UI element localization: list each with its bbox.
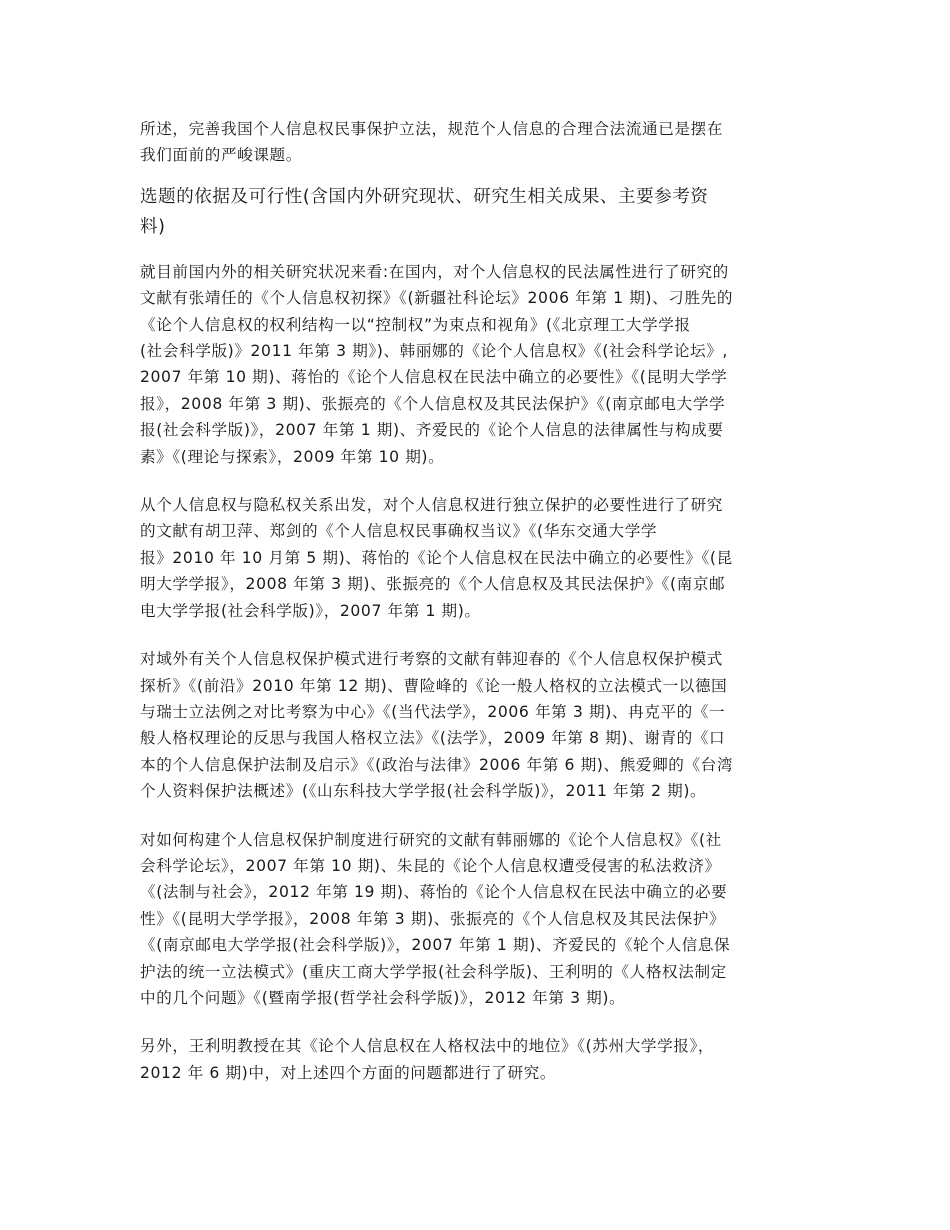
document-page — [140, 116, 815, 1086]
paragraph-foreign-models: 对域外有关个人信息权保护模式进行考察的文献有韩迎春的《个人信息权保护模式 探析》《(前沿》2010 年第 12 期)、曹险峰的《论一般人格权的立法模式一以德国 与瑞士立法例之对比考察为中心》《(当代法学》，2006 年第 3 期)、冉克平的《一 般人格权理论的反思与我国人格权立法》《(法学》，2009 年第 8 期)、谢青的《口 本的个人信息保护法制及启示》《(政治与法律》2006 年第 6 期)、熊爱卿的《台湾 个人资料保护法概述》(《山东科技大学学报(社会科学版)》，2011 年第 2 期)。 — [140, 650, 734, 801]
paragraph-privacy-relation: 从个人信息权与隐私权关系出发，对个人信息权进行独立保护的必要性进行了研究 的文献有胡卫萍、郑剑的《个人信息权民事确权当议》《(华东交通大学学 报》2010 年 10 月第 5 期)、蒋怡的《论个人信息权在民法中确立的必要性》《(昆 明大学学报》，2008 年第 3 期)、张振亮的《个人信息权及其民法保护》《(南京邮 电大学学报(社会科学版)》，2007 年第 1 期)。 — [140, 496, 733, 620]
paragraph-conclusion: 另外，王利明教授在其《论个人信息权在人格权法中的地位》《(苏州大学学报》， 2012 年 6 期)中，对上述四个方面的问题都进行了研究。 — [140, 1037, 715, 1082]
paragraph-domestic-research: 就目前国内外的相关研究状况来看:在国内，对个人信息权的民法属性进行了研究的 文献有张靖任的《个人信息权初探》《(新疆社科论坛》2006 年第 1 期)、刁胜先的 《论个人信息权的权利结构一以“控制权”为束点和视角》(《北京理工大学学报 (社会科学版)》2011 年第 3 期》)、韩丽娜的《论个人信息权》《(社会科学论坛》, 2007 年第 10 期)、蒋怡的《论个人信息权在民法中确立的必要性》《(昆明大学学 报》，2008 年第 3 期)、张振亮的《个人信息权及其民法保护》《(南京邮电大学学 报(社会科学版)》，2007 年第 1 期)、齐爱民的《论个人信息的法律属性与构成要 素》《(理论与探索》，2009 年第 10 期)。 — [140, 262, 734, 466]
paragraph-protection-system: 对如何构建个人信息权保护制度进行研究的文献有韩丽娜的《论个人信息权》《(社 会科学论坛》，2007 年第 10 期)、朱昆的《论个人信息权遭受侵害的私法救济》 《(法制与社会》，2012 年第 19 期)、蒋怡的《论个人信息权在民法中确立的必要 性》《(昆明大学学报》，2008 年第 3 期)、张振亮的《个人信息权及其民法保护》 《(南京邮电大学学报(社会科学版)》，2007 年第 1 期)、齐爱民的《轮个人信息保 护法的统一立法模式》(重庆工商大学学报(社会科学版)、王利明的《人格权法制定 中的几个问题》《(暨南学报(哲学社会科学版)》，2012 年第 3 期)。 — [140, 830, 731, 1007]
section-heading: 选题的依据及可行性(含国内外研究现状、研究生相关成果、主要参考资 料) — [140, 186, 709, 237]
intro-paragraph: 所述，完善我国个人信息权民事保护立法，规范个人信息的合理合法流通已是摆在 我们面前的严峻课题。 — [140, 120, 723, 165]
